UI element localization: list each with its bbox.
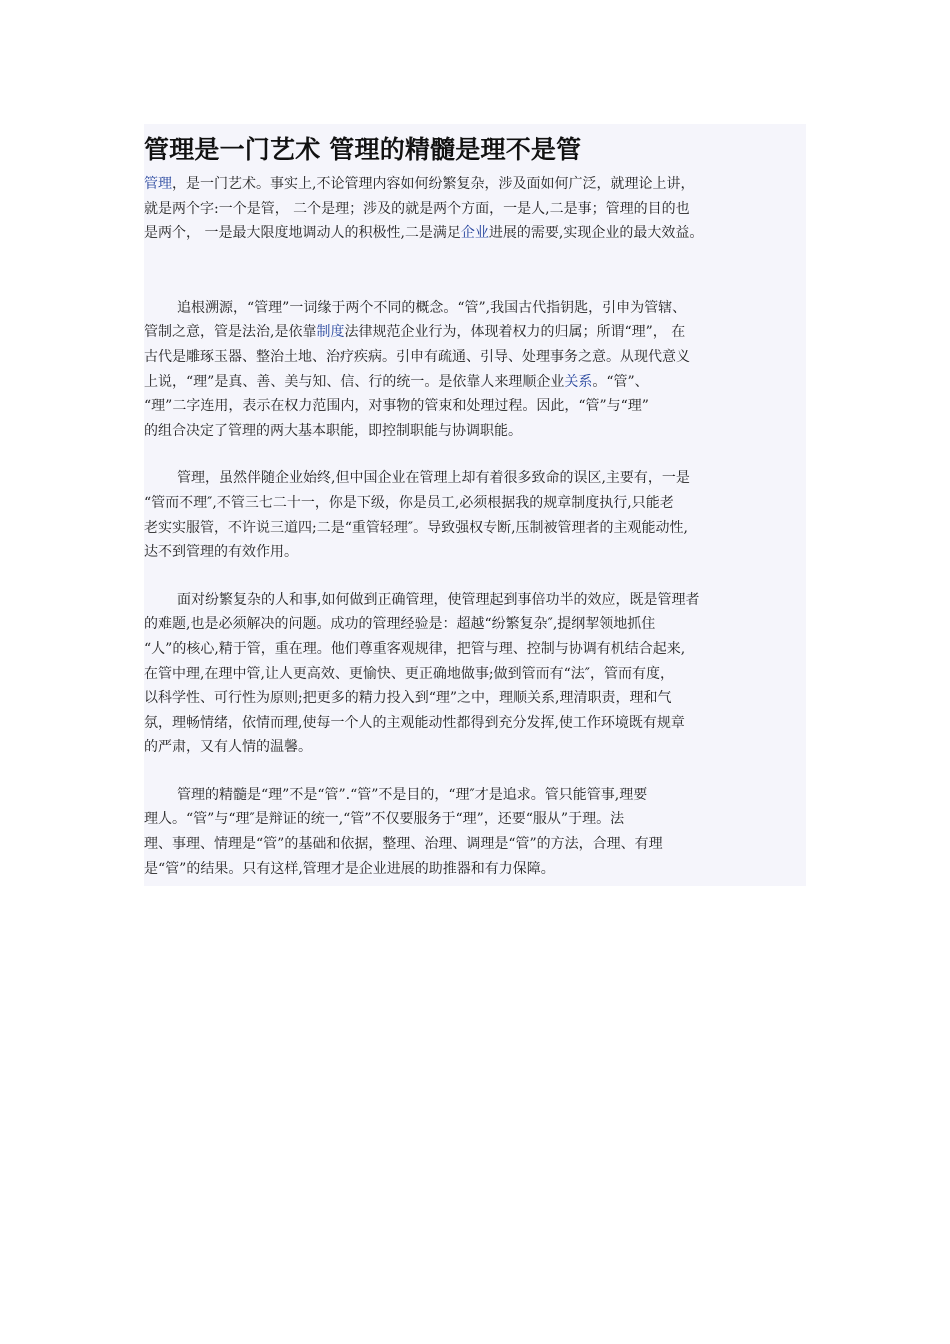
text-line: “人”的核心,精于管，重在理。他们尊重客观规律，把管与理、控制与协调有机结合起来, [144, 640, 686, 657]
text-line: 是“管”的结果。只有这样,管理才是企业进展的助推器和有力保障。 [144, 860, 555, 877]
text-line [144, 172, 806, 197]
text-segment: 上说，“理”是真、善、美与知、信、行的统一。是依靠人来理顺企业 [144, 373, 565, 390]
text-line [144, 320, 806, 345]
text-line: 古代是雕琢玉器、整治土地、治疗疾病。引申有疏通、引导、处理事务之意。从现代意义 [144, 348, 690, 365]
text-line: 理、事理、情理是“管”的基础和依据，整理、治理、调理是“管”的方法，合理、有理 [144, 836, 663, 853]
text-line: 在管中理,在理中管,让人更高效、更愉快、更正确地做事;做到管而有“法″，管而有度， [144, 665, 675, 682]
text-line: 的组合决定了管理的两大基本职能，即控制职能与协调职能。 [144, 422, 522, 439]
text-line: 面对纷繁复杂的人和事,如何做到正确管理，使管理起到事倍功半的效应，既是管理者 [177, 591, 700, 608]
text-line: 理人。“管”与“理″是辩证的统一,“管”不仅要服务于“理”，还要“服从”于理。法 [144, 811, 625, 828]
text-segment: 管制之意，管是法治,是依靠 [144, 324, 317, 341]
link-guanli[interactable]: 管理 [144, 176, 172, 192]
text-line: “理”二字连用，表示在权力范围内，对事物的管束和处理过程。因此，“管”与“理” [144, 398, 649, 415]
paragraph-origin [144, 296, 806, 444]
paragraph-correct-management [144, 588, 806, 760]
text-segment: 进展的需要,实现企业的最大效益。 [488, 225, 704, 242]
text-segment: 法律规范企业行为，体现着权力的归属；所谓“理”， 在 [344, 324, 686, 341]
text-line: “管而不理″,不管三七二十一，你是下级，你是员工,必须根据我的规章制度执行,只能老 [144, 494, 674, 511]
text-segment: 。“管”、 [592, 373, 649, 390]
text-segment: ，是一门艺术。事实上,不论管理内容如何纷繁复杂，涉及面如何广泛，就理论上讲， [172, 176, 695, 192]
text-line: 的难题,也是必须解决的问题。成功的管理经验是：超越“纷繁复杂″,提纲挈领地抓住 [144, 616, 656, 633]
text-line: 氛，理畅情绪，依情而理,使每一个人的主观能动性都得到充分发挥,使工作环境既有规章 [144, 714, 685, 731]
link-zhidu[interactable]: 制度 [316, 324, 345, 341]
text-line: 老实实服管，不许说三道四;二是“重管轻理″。导致强权专断,压制被管理者的主观能动性, [144, 519, 689, 536]
text-line: 达不到管理的有效作用。 [144, 544, 298, 561]
article-panel [144, 124, 806, 886]
text-line: 的严肃，又有人情的温馨。 [144, 739, 312, 756]
paragraph-pitfalls [144, 466, 806, 564]
text-line: 就是两个字:一个是管， 二个是理；涉及的就是两个方面，一是人,二是事；管理的目的也 [144, 200, 690, 217]
intro-paragraph [144, 172, 806, 246]
text-segment: 是两个， 一是最大限度地调动人的积极性,二是满足 [144, 225, 461, 242]
link-qiye[interactable]: 企业 [460, 225, 489, 242]
text-line [144, 370, 806, 395]
link-guanxi[interactable]: 关系 [564, 373, 593, 390]
article-title: 管理是一门艺术 管理的精髓是理不是管 [144, 135, 582, 164]
text-line [144, 221, 806, 246]
text-line: 管理的精髓是“理”不是“管”.“管”不是目的，“理″才是追求。管只能管事,理要 [177, 786, 648, 803]
text-line: 以科学性、可行性为原则;把更多的精力投入到“理”之中，理顺关系,理清职责，理和气 [144, 690, 672, 707]
paragraph-essence [144, 783, 806, 881]
text-line: 管理，虽然伴随企业始终,但中国企业在管理上却有着很多致命的误区,主要有，一是 [177, 470, 690, 487]
text-line: 追根溯源，“管理”一词缘于两个不同的概念。“管”,我国古代指钥匙，引申为管辖、 [177, 299, 687, 316]
